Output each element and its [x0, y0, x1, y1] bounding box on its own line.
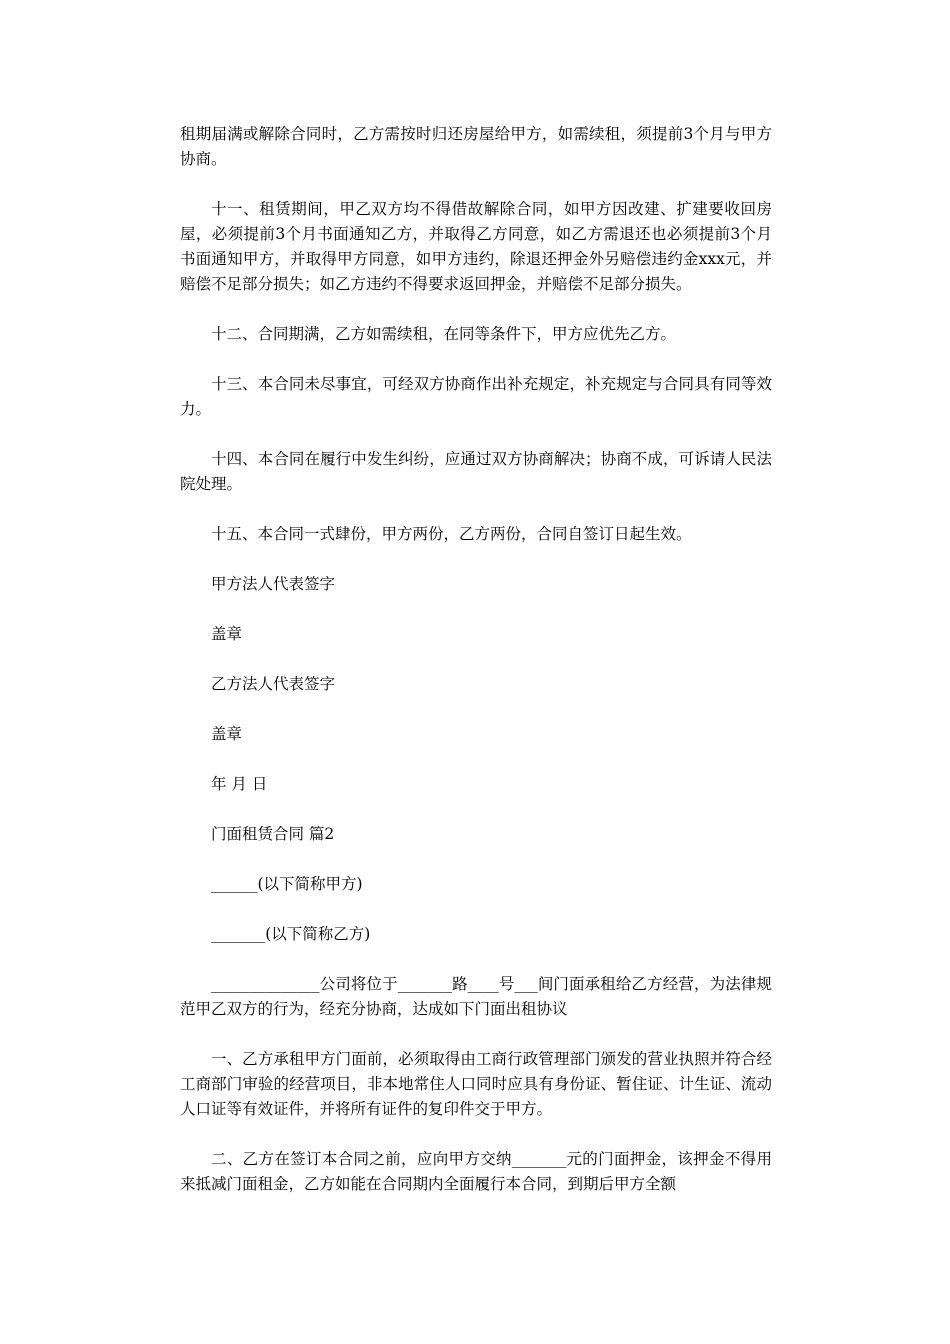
section-title: 门面租赁合同 篇2	[211, 825, 335, 843]
clause-15: 十五、本合同一式肆份，甲方两份，乙方两份，合同自签订日起生效。	[211, 525, 692, 543]
party-a-seal: 盖章	[211, 625, 243, 643]
clause-11: 十一、租赁期间，甲乙双方均不得借故解除合同，如甲方因改建、扩建要收回房屋，必须提前3个月书面通知乙方，并取得乙方同意，如乙方需退还也必须提前3个月书面通知甲方，并取得甲方同意，如甲方违约，除退还押金外另赔偿违约金xxx元，并赔偿不足部分损失；如乙方违约不得要求返回押金，并赔偿不足部分损失。	[180, 200, 772, 293]
lease-intro: ______________公司将位于_______路____号___间门面承租给乙方经营，为法律规范甲乙双方的行为，经充分协商，达成如下门面出租协议	[180, 975, 772, 1018]
party-b-signature: 乙方法人代表签字	[211, 675, 336, 693]
clause-14: 十四、本合同在履行中发生纠纷，应通过双方协商解决；协商不成，可诉请人民法院处理。	[180, 450, 772, 493]
document-body	[180, 122, 772, 1222]
clause-12: 十二、合同期满，乙方如需续租，在同等条件下，甲方应优先乙方。	[211, 325, 677, 343]
party-b-line: _______(以下简称乙方)	[211, 925, 371, 943]
party-a-line: ______(以下简称甲方)	[211, 875, 363, 893]
party-b-seal: 盖章	[211, 725, 243, 743]
signature-date: 年 月 日	[211, 775, 268, 793]
paragraph-lease-expiry: 租期届满或解除合同时，乙方需按时归还房屋给甲方，如需续租，须提前3个月与甲方协商。	[180, 125, 772, 168]
clause-2: 二、乙方在签订本合同之前，应向甲方交纳_______元的门面押金，该押金不得用来抵减门面租金，乙方如能在合同期内全面履行本合同，到期后甲方全额	[180, 1150, 772, 1193]
party-a-signature: 甲方法人代表签字	[211, 575, 336, 593]
clause-1: 一、乙方承租甲方门面前，必须取得由工商行政管理部门颁发的营业执照并符合经工商部门审验的经营项目，非本地常住人口同时应具有身份证、暂住证、计生证、流动人口证等有效证件，并将所有证件的复印件交于甲方。	[180, 1050, 772, 1118]
clause-13: 十三、本合同未尽事宜，可经双方协商作出补充规定，补充规定与合同具有同等效力。	[180, 375, 772, 418]
